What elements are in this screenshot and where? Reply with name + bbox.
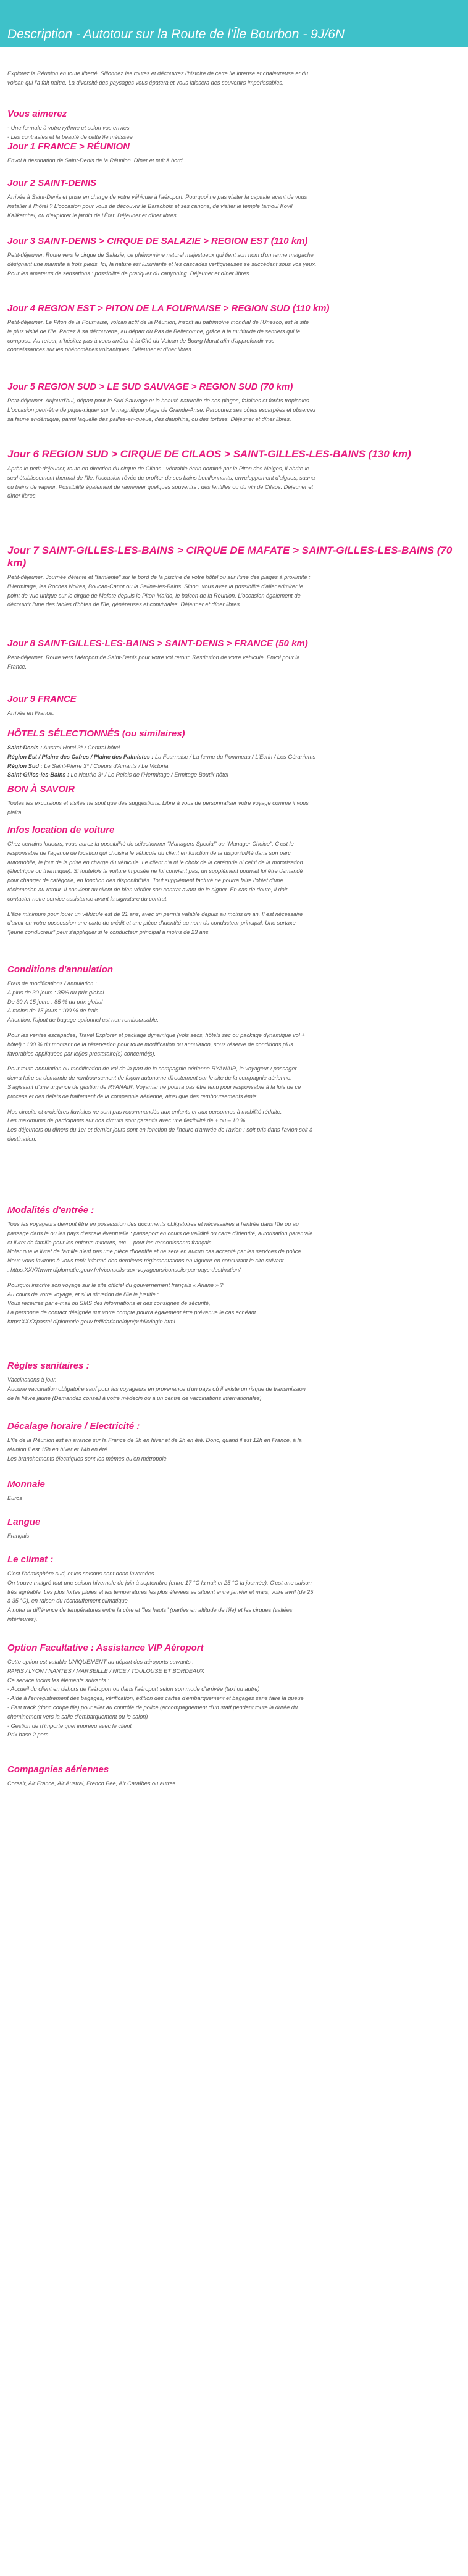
text-line: et livret de famille pour les enfants mineurs, etc….pour les ressortissants français. xyxy=(7,1239,213,1246)
text-line: réclamation au retour. Il convient au client de bien vérifier son contrat avant de le signer. En cas de doute, il doit xyxy=(7,886,288,893)
text-line: Pour toute annulation ou modification de vol de la part de la compagnie aérienne RYANAIR, le voyageur / passager xyxy=(7,1065,297,1072)
text-line: d'avoir en votre possession une carte de crédit et une pièce d'identité au nom du conducteur principal. Une surtaxe xyxy=(7,920,296,927)
section-heading: Langue xyxy=(7,1517,41,1527)
text-line: A noter la différence de températures entre la côte et "les hauts" (parties en altitude de l'île) et les cirques (vallées xyxy=(7,1607,293,1614)
section-jour-2 xyxy=(0,178,468,220)
hotel-region: Région Sud : xyxy=(7,762,43,769)
text-line: Pour les amateurs de sensations : possibilité de pratiquer du canyoning. Déjeuner et dîner libres. xyxy=(7,270,251,277)
text-line: Attention, l'ajout de bagage optionnel est non remboursable. xyxy=(7,1017,159,1023)
text-line: Corsair, Air France, Air Austral, French Bee, Air Caraïbes ou autres... xyxy=(7,1780,180,1786)
section-heading: BON À SAVOIR xyxy=(7,784,75,794)
text-line: contacter notre service assistance avant la signature du contrat. xyxy=(7,895,168,902)
section-body xyxy=(0,251,468,278)
text-line: Prix base 2 pers xyxy=(7,1732,49,1738)
text-line: Kalikambal, ou d'explorer le jardin de l'État. Déjeuner et dîner libres. xyxy=(7,212,178,219)
section-body xyxy=(0,123,468,142)
text-line: Après le petit-déjeuner, route en direction du cirque de Cilaos : véritable écrin dominé par le Piton des Neiges, il abrite le xyxy=(7,465,309,472)
text-line: Cette option est valable UNIQUEMENT au départ des aéroports suivants : xyxy=(7,1659,194,1665)
text-line: Aucune vaccination obligatoire sauf pour les voyageurs en provenance d'un pays où il existe un risque de transmission xyxy=(7,1385,306,1392)
text-line: Vous recevrez par e-mail ou SMS des informations et des consignes de sécurité, xyxy=(7,1300,211,1307)
section-body xyxy=(0,1494,468,1503)
text-line: ou bains de vapeur. Possibilité également de rameneer quelques souvenirs : des lentilles ou du vin de Cilaos. Déjeuner et xyxy=(7,483,314,490)
section-body xyxy=(0,1657,468,1740)
page-title: Description - Autotour sur la Route de l'Île Bourbon - 9J/6N xyxy=(7,27,345,41)
section-jour-6 xyxy=(0,448,468,501)
text-line: destination. xyxy=(7,1135,36,1142)
text-line: Les déjeuners ou dîners du 1er et dernier jours sont en fonction de l'heure d'arrivée de l'avion : soit pris dans l'avion soit à xyxy=(7,1127,313,1133)
text-line: - Une formule à votre rythme et selon vos envies xyxy=(7,125,130,131)
section-body xyxy=(0,709,468,718)
text-line: désignant une marmite à trois pieds. Ici, la nature est luxuriante et les cascades vertigineuses se succèdent sous vos yeux. xyxy=(7,261,317,267)
text-line: intérieures). xyxy=(7,1615,38,1622)
hotel-names: Le Saint-Pierre 3* / Coeurs d'Amants / Le Victoria xyxy=(42,762,169,769)
hotel-line xyxy=(7,762,461,771)
section-jour-9 xyxy=(0,694,468,718)
description-content xyxy=(0,47,468,2576)
text-line: L'île de la Réunion est en avance sur la France de 3h en hiver et de 2h en été. Donc, quand il est 12h en France, à la xyxy=(7,1437,302,1443)
section-heading: Jour 8 SAINT-GILLES-LES-BAINS > SAINT-DENIS > FRANCE (50 km) xyxy=(7,638,308,649)
text-line: - Les contrastes et la beauté de cette île métissée xyxy=(7,133,133,140)
hotel-region: Saint-Gilles-les-Bains : xyxy=(7,772,70,778)
section-body xyxy=(0,1532,468,1541)
text-line: : https:XXXXwww.diplomatie.gouv.fr/fr/conseils-aux-voyageurs/conseils-par-pays-destination/ xyxy=(7,1266,241,1273)
section-heading: Jour 3 SAINT-DENIS > CIRQUE DE SALAZIE > REGION EST (110 km) xyxy=(7,236,308,246)
section-body xyxy=(0,1436,468,1463)
hotel-region: Saint-Denis : xyxy=(7,744,43,751)
hotel-region: Région Est / Plaine des Cafres / Plaine des Palmistes : xyxy=(7,753,154,760)
hotel-names: Austral Hotel 3* / Central hôtel xyxy=(42,744,120,751)
text-line: favorables appliquées par le(les prestataire(s) concerné(s). xyxy=(7,1050,156,1057)
text-line: hôtel) : 100 % du montant de la réservation pour toute modification ou annulation, sous réserve de conditions plus xyxy=(7,1041,293,1048)
text-line: seul établissement thermal de l'île, l'occasion rêvée de profiter de ses bains bouillonnants, enveloppement d'algues, sauna xyxy=(7,474,315,481)
section-jour-4 xyxy=(0,303,468,354)
paragraph-gap xyxy=(7,1101,461,1107)
section-option-vip xyxy=(0,1643,468,1740)
section-heading: Vous aimerez xyxy=(7,109,67,119)
text-line: réunion il est 15h en hiver et 14h en été. xyxy=(7,1446,109,1453)
section-jour-1 xyxy=(0,141,468,165)
section-langue xyxy=(0,1517,468,1541)
text-line: - Aide à l'enregistrement des bagages, vérification, édition des cartes d'embarquement et bagages sans faire la queue xyxy=(7,1695,304,1702)
section-body xyxy=(0,799,468,817)
text-line: Nos circuits et croisières fluviales ne sont pas recommandés aux enfants et aux personnes à mobilité réduite. xyxy=(7,1108,282,1115)
text-line: L'âge minimum pour louer un véhicule est de 21 ans, avec un permis valable depuis au moins un an. Il est nécessaire xyxy=(7,911,303,917)
text-line: Envol à destination de Saint-Denis de la Réunion. Dîner et nuit à bord. xyxy=(7,157,185,164)
text-line: Petit-déjeuner. Aujourd'hui, départ pour le Sud Sauvage et la beauté naturelle de ses plages, falaises et forêts tropicales. xyxy=(7,398,311,404)
section-body xyxy=(0,318,468,354)
hotel-names: La Fournaise / La ferme du Pommeau / L'Ecrin / Les Géraniums xyxy=(153,753,316,760)
section-heading: Modalités d'entrée : xyxy=(7,1205,94,1215)
text-line: de la fièvre jaune (Demandez conseil à votre médecin ou à un centre de vaccinations internationales). xyxy=(7,1394,264,1401)
text-line: passage dans le ou les pays d'escale éventuelle : passeport en cours de validité ou carte d'identité, autorisation parentale xyxy=(7,1230,313,1236)
text-line: plaira. xyxy=(7,809,23,815)
text-line: Chez certains loueurs, vous aurez la possibilité de sélectionner "Managers Special" ou "Manager Choice". C'est le xyxy=(7,841,294,847)
section-conditions-annulation xyxy=(0,964,468,1144)
section-heading: Jour 4 REGION EST > PITON DE LA FOURNAISE > REGION SUD (110 km) xyxy=(7,303,330,314)
section-body xyxy=(0,653,468,672)
section-heading: Règles sanitaires : xyxy=(7,1361,90,1371)
hotel-names: Le Nautile 3* / Le Relais de l'Hermitage / Ermitage Boutik hôtel xyxy=(69,772,228,778)
section-body xyxy=(0,464,468,501)
section-body xyxy=(0,396,468,423)
section-infos-location xyxy=(0,825,468,937)
section-bon-a-savoir xyxy=(0,784,468,817)
text-line: Les maximums de participants sur nos circuits sont garantis avec une flexibilité de + ou – 10 %. xyxy=(7,1117,247,1124)
text-line: Explorez la Réunion en toute liberté. Sillonnez les routes et découvrez l'histoire de cette île intense et chaleureuse et du xyxy=(7,70,308,77)
section-vous-aimerez xyxy=(0,109,468,142)
paragraph-gap xyxy=(7,904,461,910)
text-line: cheminement vers la salle d'embarquement ou le salon) xyxy=(7,1713,148,1720)
text-line: Petit-déjeuner. Journée détente et "farniente" sur le bord de la piscine de votre hôtel ou sur l'une des plages à proximité : xyxy=(7,574,311,580)
text-line: sa faune endémique, parmi laquelle des pailles-en-queue, des dauphins, ou des tortues. Déjeuner et dîner libres. xyxy=(7,415,291,422)
text-line: PARIS / LYON / NANTES / MARSEILLE / NICE / TOULOUSE ET BORDEAUX xyxy=(7,1667,204,1674)
section-heading: Option Facultative : Assistance VIP Aéroport xyxy=(7,1643,204,1653)
title-banner xyxy=(0,0,468,47)
text-line: dîner libres. xyxy=(7,493,38,499)
section-body xyxy=(0,573,468,609)
hotel-line xyxy=(7,770,461,780)
paragraph-gap xyxy=(7,1275,461,1281)
text-line: Vaccinations à jour. xyxy=(7,1377,57,1383)
section-modalites-entree xyxy=(0,1205,468,1327)
section-decalage-horaire xyxy=(0,1421,468,1463)
text-line: Ce service inclus les éléments suivants : xyxy=(7,1677,109,1683)
text-line: - Gestion de n'importe quel imprévu avec le client xyxy=(7,1722,132,1729)
text-line: compose. Au retour, n'hésitez pas à vous arrêter à la Cité du Volcan de Bourg Murat afin d'approfondir vos xyxy=(7,337,275,344)
section-body xyxy=(0,1220,468,1327)
section-heading: Jour 6 REGION SUD > CIRQUE DE CILAOS > SAINT-GILLES-LES-BAINS (130 km) xyxy=(7,448,411,460)
section-heading: Jour 1 FRANCE > RÉUNION xyxy=(7,141,130,152)
section-regles-sanitaires xyxy=(0,1361,468,1403)
text-line: Pour les ventes escapades, Travel Explorer et package dynamique (vols secs, hôtels sec ou package dynamique vol + xyxy=(7,1032,305,1038)
text-line: pour changer de catégorie, en fonction des disponibilités. Tout supplément facturé ne pourra faire l'objet d'une xyxy=(7,877,283,884)
text-line: Tous les voyageurs devront être en possession des documents obligatoires et nécessaires à l'entrée dans l'île ou au xyxy=(7,1221,299,1227)
section-heading: HÔTELS SÉLECTIONNÉS (ou similaires) xyxy=(7,728,185,739)
section-body xyxy=(0,193,468,220)
text-line: l'Hermitage, les Roches Noires, Boucan-Canot ou la Saline-les-Bains. Sinon, vous avez la possibilité d'aller admirer le xyxy=(7,583,303,590)
text-line: France. xyxy=(7,663,27,670)
section-jour-7 xyxy=(0,544,468,609)
text-line: Français xyxy=(7,1533,30,1539)
text-line: à 35 °C), en raison du réchauffement climatique. xyxy=(7,1598,130,1604)
text-line: connaissances sur les phénomènes volcaniques. Déjeuner et dîner libres. xyxy=(7,346,193,353)
section-body xyxy=(0,743,468,780)
text-line: A plus de 30 jours : 35% du prix global xyxy=(7,989,104,996)
text-line: La personne de contact désignée sur votre compte pourra également être prévenue le cas échéant. xyxy=(7,1309,258,1316)
text-line: responsable de l'agence de location qui choisira le véhicule du client en fonction de la disponibilité dans son parc xyxy=(7,849,291,856)
text-line: Arrivée à Saint-Denis et prise en charge de votre véhicule à l'aéroport. Pourquoi ne pas visiter la capitale avant de vous xyxy=(7,194,307,200)
section-body xyxy=(0,1569,468,1624)
text-line: (électrique ou thermique). Si toutefois la voiture imposée ne lui convient pas, un supplément pourrait lui être demandé xyxy=(7,868,303,875)
section-heading: Compagnies aériennes xyxy=(7,1764,109,1775)
text-line: automobile, le jour de la prise en charge du véhicule. Le client n'a ni le choix de la catégorie ni celui de la motorisation xyxy=(7,859,303,865)
text-line: Pourquoi inscrire son voyage sur le site officiel du gouvernement français « Ariane » ? xyxy=(7,1282,224,1288)
text-line: De 30 À 15 jours : 85 % du prix global xyxy=(7,998,103,1005)
intro-text xyxy=(0,69,468,88)
text-line: "jeune conducteur" peut s'appliquer si le conducteur principal a moins de 23 ans. xyxy=(7,929,211,936)
text-line: process et des délais de traitement de la compagnie aérienne, ainsi que des remboursements émis. xyxy=(7,1093,259,1099)
section-jour-5 xyxy=(0,381,468,423)
text-line: A moins de 15 jours : 100 % de frais xyxy=(7,1007,99,1014)
text-line: Les branchements électriques sont les mêmes qu'en métropole. xyxy=(7,1455,169,1462)
text-line: volcan qui l'a fait naître. La diversité des paysages vous épatera et vous laissera des souvenirs impérissables. xyxy=(7,79,284,86)
hotel-line xyxy=(7,743,461,752)
text-line: Petit-déjeuner. Route vers l'aéroport de Saint-Denis pour votre vol retour. Restitution de votre véhicule. Envol pour la xyxy=(7,654,300,661)
text-line: - Accueil du client en dehors de l'aéroport ou dans l'aéroport selon son mode d'arrivée (taxi ou autre) xyxy=(7,1686,260,1693)
section-heading: Conditions d'annulation xyxy=(7,964,114,975)
section-heading: Infos location de voiture xyxy=(7,825,115,835)
section-heading: Jour 7 SAINT-GILLES-LES-BAINS > CIRQUE DE MAFATE > SAINT-GILLES-LES-BAINS (70 km) xyxy=(7,544,453,569)
section-jour-8 xyxy=(0,638,468,672)
text-line: Euros xyxy=(7,1495,23,1501)
section-hotels xyxy=(0,728,468,780)
section-heading: Monnaie xyxy=(7,1479,45,1490)
text-line: Arrivée en France. xyxy=(7,710,54,716)
text-line: le plus visité de l'île. Partez à sa découverte, au départ du Pas de Bellecombe, grâce à la multitude de sentiers qui le xyxy=(7,328,301,335)
section-heading: Le climat : xyxy=(7,1554,54,1565)
text-line: Nous vous invitons à vous tenir informé des dernières réglementations en vigueur en consultant le site suivant xyxy=(7,1257,284,1264)
text-line: Petit-déjeuner. Route vers le cirque de Salazie, ce phénomène naturel majestueux qui tient son nom d'un terme malgache xyxy=(7,252,314,258)
text-line: devra faire sa demande de remboursement de façon autonome directement sur le site de la compagnie aérienne. xyxy=(7,1075,292,1082)
text-line: Noter que le livret de famille n'est pas une pièce d'identité et ne sera en aucun cas accepté par les services de police. xyxy=(7,1248,303,1255)
section-heading: Jour 9 FRANCE xyxy=(7,694,77,704)
text-line: Frais de modifications / annulation : xyxy=(7,980,97,986)
text-line: installer à l'hôtel ? L'occasion pour vous de découvrir le Barachois et ses canons, de visiter le temple tamoul Kovil xyxy=(7,202,293,209)
section-monnaie xyxy=(0,1479,468,1503)
text-line: Petit-déjeuner. Le Piton de la Fournaise, volcan actif de la Réunion, inscrit au patrimoine mondial de l'Unesco, est le site xyxy=(7,319,309,325)
section-body xyxy=(0,840,468,937)
text-line: S'agissant d'une urgence de gestion de RYANAIR, Voyamar ne pourra pas être tenu pour responsable à la fois de ce xyxy=(7,1083,301,1090)
section-compagnies xyxy=(0,1764,468,1788)
section-body xyxy=(0,1779,468,1788)
section-heading: Jour 5 REGION SUD > LE SUD SAUVAGE > REGION SUD (70 km) xyxy=(7,381,293,392)
text-line: https:XXXXpastel.diplomatie.gouv.fr/fildariane/dyn/public/login.html xyxy=(7,1318,175,1325)
text-line: Au cours de votre voyage, et si la situation de l'île le justifie : xyxy=(7,1291,159,1298)
section-body xyxy=(0,979,468,1144)
text-line: point de vue unique sur le cirque de Mafate depuis le Piton Maïdo, le balcon de la Réunion. L'occasion également de xyxy=(7,592,301,599)
text-line: - Fast track (donc coupe file) pour aller au contrôle de police (accompagnement d'un staff pendant toute la durée du xyxy=(7,1704,298,1711)
text-line: L'occasion peut-être de pique-niquer sur le magnifique plage de Grande-Anse. Parcourez ses côtes escarpées et observez xyxy=(7,406,316,413)
hotel-line xyxy=(7,752,461,762)
text-line: très agréable. Les plus fortes pluies et les températures les plus élevées se situent entre janvier et mars, voire avril (de 25 xyxy=(7,1588,314,1595)
section-jour-3 xyxy=(0,236,468,278)
text-line: découvrir l'une des tables d'hôtes de l'île, généreuses et conviviales. Déjeuner et dîner libres. xyxy=(7,601,241,608)
paragraph-gap xyxy=(7,1025,461,1031)
text-line: On trouve malgré tout une saison hivernale de juin à septembre (entre 17 °C la nuit et 25 °C la journée). C'est une saison xyxy=(7,1579,312,1586)
section-body xyxy=(0,156,468,165)
section-heading: Jour 2 SAINT-DENIS xyxy=(7,178,97,188)
section-heading: Décalage horaire / Electricité : xyxy=(7,1421,140,1432)
text-line: Toutes les excursions et visites ne sont que des suggestions. Libre à vous de personnaliser votre voyage comme il vous xyxy=(7,800,309,806)
intro-paragraph xyxy=(0,69,468,88)
text-line: C'est l'hémisphère sud, et les saisons sont donc inversées. xyxy=(7,1570,156,1577)
paragraph-gap xyxy=(7,1058,461,1064)
section-body xyxy=(0,1375,468,1403)
section-climat xyxy=(0,1554,468,1624)
